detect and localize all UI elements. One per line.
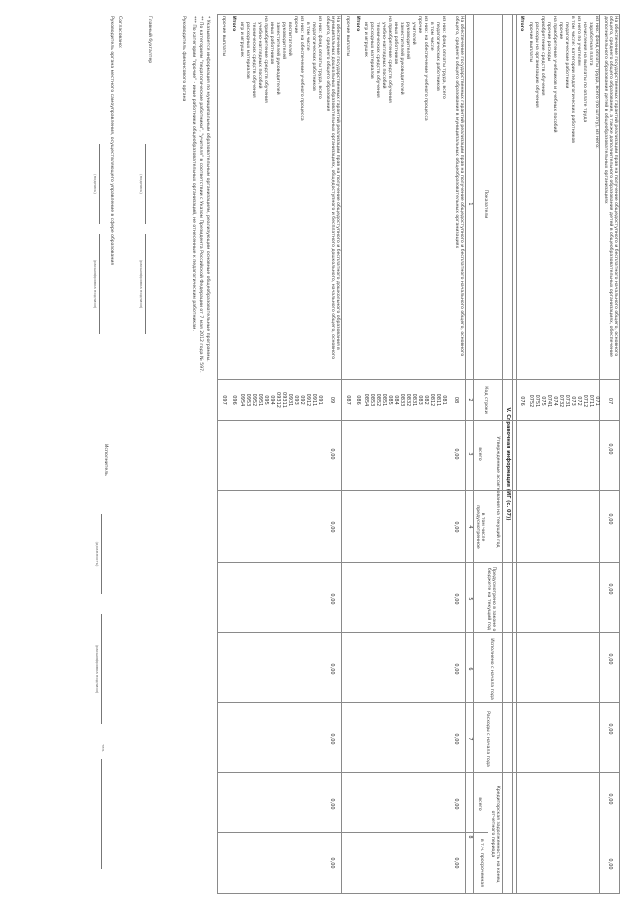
value-cell: 0,00 <box>453 663 459 675</box>
value-cell: 0,00 <box>329 448 335 460</box>
list-item: на приобретение учебников и учебных пособий <box>552 16 557 133</box>
value-cell: 0,00 <box>453 733 459 745</box>
block2-intro: На обеспечение государственных гарантий реализации прав на получение общедоступного и бесплатного дошкольного образования в муниципальных дошкольных образовательных организациях, общедоступного и бесплатного дошкольного, начального общего, основного общего, среднего общего образования <box>325 16 340 360</box>
head-of-education-label: Руководитель органа местного самоуправления, осуществляющего управление в сфере образования <box>109 16 114 266</box>
caption: (расшифровка подписи) <box>139 259 144 309</box>
value-cell: 0,00 <box>453 521 459 533</box>
value-cell: 0,00 <box>607 858 613 870</box>
list-item-code: 0931 <box>287 393 293 407</box>
header-total: всего <box>477 797 482 811</box>
list-item: прочие <box>558 22 563 40</box>
list-item-code: 0732 <box>558 394 564 408</box>
list-item-code: 072 <box>576 396 582 406</box>
list-item-code: 0953 <box>245 393 251 407</box>
list-item-code: 076 <box>519 396 525 406</box>
list-item-code: 095 <box>263 395 269 405</box>
list-item-code: 074 <box>552 396 558 406</box>
list-item-code: 097 <box>221 395 227 405</box>
caption: (подпись) <box>139 174 144 194</box>
list-item-code: 091 <box>317 395 323 405</box>
table-border-top <box>619 14 620 894</box>
value-cell: 0,00 <box>607 653 613 665</box>
list-item: учителей <box>411 22 416 45</box>
header-balance: Кредиторская задолженность на конец отчетного периода <box>490 785 500 883</box>
list-item: прочие <box>293 16 298 34</box>
list-item: из них: на обеспечение учебного процесса <box>299 16 304 121</box>
list-item-code: 071 <box>594 396 600 406</box>
list-item-code: 086 <box>355 395 361 405</box>
list-item: воспитателей <box>287 22 292 56</box>
list-item-code: 09311 <box>281 392 287 408</box>
list-item: в том числе <box>429 22 434 51</box>
grid-line <box>218 772 620 773</box>
list-item: заработная плата <box>588 22 593 66</box>
list-item: Итого <box>519 16 524 32</box>
list-item-code: 0741 <box>546 394 552 408</box>
table-border-bottom <box>217 14 218 894</box>
value-cell: 0,00 <box>329 857 335 869</box>
list-item-code: 0751 <box>534 394 540 408</box>
list-item: Итого <box>231 16 236 32</box>
header-prev: Предусмотрено в законе о бюджете на текущий год <box>486 566 496 632</box>
list-item: игр и игрушек <box>239 22 244 58</box>
caption: (расшифровка подписи) <box>95 644 100 694</box>
list-item-code: 0952 <box>251 393 257 407</box>
list-item: из них: фонд оплаты труда, всего <box>317 16 322 99</box>
agreed-label: Согласовано: <box>117 16 122 49</box>
footnote: * Указывается информация по муниципальным образовательным организациям, реализующим основные общеобразовательные программы. <box>205 16 210 362</box>
value-cell: 0,00 <box>453 448 459 460</box>
grid-line <box>218 832 488 833</box>
column-number: 6 <box>467 667 473 671</box>
list-item: расходных материалов <box>245 22 250 79</box>
value-cell: 0,00 <box>607 583 613 595</box>
column-number: 3 <box>467 452 473 456</box>
list-item: заместителей руководителей <box>399 22 404 95</box>
list-item: технических средств обучения <box>375 22 380 98</box>
list-item-code: 0951 <box>257 393 263 407</box>
list-item: учебно-наглядных пособий <box>257 22 262 89</box>
list-item-code: 083 <box>417 395 423 405</box>
list-item-code: 0711 <box>588 394 594 408</box>
list-item: из них: фонд оплаты труда, всего <box>441 16 446 99</box>
list-item-code: 094 <box>269 395 275 405</box>
grid-line <box>218 632 620 633</box>
list-item: педагогических работников <box>435 22 440 91</box>
list-item: прочие <box>417 16 422 34</box>
list-item: в том числе <box>305 22 310 51</box>
list-item: на приобретение средств обучения <box>263 16 268 103</box>
header-plan: Утвержденные ассигнования на текущий год <box>495 436 500 548</box>
value-cell: 0,00 <box>329 798 335 810</box>
list-item: Итого <box>355 16 360 32</box>
list-item-code: 085 <box>387 395 393 405</box>
section5-title: V. Справочная информация (ИГ (с. 07)) <box>505 407 511 521</box>
list-item: руководителей <box>405 22 410 60</box>
list-item-code: 0852 <box>375 393 381 407</box>
value-cell: 0,00 <box>607 723 613 735</box>
list-item-code: 096 <box>231 395 237 405</box>
list-item: из них: фонд оплаты труда, всего (по штату), из него: <box>594 16 599 149</box>
list-item-code: 0831 <box>411 393 417 407</box>
value-cell: 0,00 <box>453 857 459 869</box>
row-divider <box>599 14 600 894</box>
signature-line <box>99 144 100 224</box>
list-item: расходных материалов <box>369 22 374 79</box>
grid-line <box>218 562 620 563</box>
column-number: 2 <box>467 398 473 402</box>
list-item-code: 087 <box>345 395 351 405</box>
list-item-code: 0853 <box>369 393 375 407</box>
footnote: ** По категориям "педагогические работники", "учителя" в соответствии с Указом Президента Российской Федерации от 7 мая 2012 года № 597. <box>198 16 203 373</box>
list-item: приобретение средств обучения <box>540 16 545 96</box>
list-item: технических средств обучения <box>251 22 256 98</box>
list-item: прочие выплаты <box>221 16 226 57</box>
value-cell: 0,00 <box>607 443 613 455</box>
list-item-code: 0851 <box>381 393 387 407</box>
header-plan-incl: в том числе предусмотренное <box>475 505 485 549</box>
list-item-code: 0911 <box>311 393 317 407</box>
grid-line <box>218 379 620 380</box>
list-item-code: 093 <box>293 395 299 405</box>
list-item-code: 073 <box>570 396 576 406</box>
list-item-code: 0833 <box>399 393 405 407</box>
block2-code: 09 <box>329 396 335 404</box>
row-divider <box>465 14 466 894</box>
grid-line <box>218 14 620 15</box>
list-item-code: 0712 <box>582 394 588 408</box>
list-item: педагогических работников <box>311 22 316 91</box>
list-item: руководителей <box>281 22 286 60</box>
grid-line <box>218 702 620 703</box>
list-item: педагогические работники <box>564 22 569 89</box>
list-item: начисления на выплаты по оплате труда <box>582 22 587 123</box>
signature-line <box>101 614 102 724</box>
header-plan-total: всего <box>477 447 482 461</box>
signature-line <box>145 144 146 224</box>
list-item: прочие расходы <box>546 22 551 62</box>
value-cell: 0,00 <box>453 798 459 810</box>
signature-line <box>99 234 100 334</box>
header-overdue: в т.ч. просроченная <box>479 838 484 888</box>
list-item-code: 0812 <box>429 393 435 407</box>
list-item-code: 0854 <box>363 393 369 407</box>
grid-line <box>218 490 620 491</box>
signature-line <box>101 514 102 594</box>
row-divider <box>516 14 517 894</box>
column-number: 7 <box>467 737 473 741</box>
column-number: 5 <box>467 597 473 601</box>
chief-accountant-label: Главный бухгалтер <box>147 16 152 64</box>
list-item-code: 092 <box>299 395 305 405</box>
block1-code: 08 <box>453 396 459 404</box>
value-cell: 0,00 <box>329 593 335 605</box>
block1-intro: На обеспечение государственных гарантий реализации прав на получение общедоступного и бесплатного начального общего, основного общего, среднего общего образования в муниципальных общеобразовательных организациях <box>454 16 464 357</box>
phone-label: тел. <box>101 744 106 753</box>
list-item-code: 081 <box>441 395 447 405</box>
list-item-code: 0912 <box>305 393 311 407</box>
list-item: на приобретение средств обучения <box>387 16 392 103</box>
list-item: прочие выплаты <box>345 16 350 57</box>
list-item-code: 084 <box>393 395 399 405</box>
column-number: 4 <box>467 525 473 529</box>
list-item-code: 0954 <box>239 393 245 407</box>
header-code: Код строки <box>483 386 488 414</box>
list-item: прочие выплаты <box>528 22 533 63</box>
signature-line <box>145 234 146 334</box>
list-item: расходы на организацию обучения <box>534 22 539 108</box>
value-cell: 0,00 <box>607 513 613 525</box>
caption: (расшифровка подписи) <box>93 259 98 309</box>
column-number: 1 <box>467 202 473 206</box>
executor-label: Исполнитель <box>103 444 108 476</box>
row-divider <box>473 14 474 894</box>
caption: (подпись) <box>93 174 98 194</box>
list-item: иных работников <box>393 22 398 65</box>
value-cell: 0,00 <box>329 663 335 675</box>
header-expenses: Расходы с начала года <box>485 711 490 767</box>
column-number: 8 <box>467 835 473 839</box>
row-divider <box>502 14 503 894</box>
row-divider <box>341 14 342 894</box>
header-indicator: Показатели <box>483 189 488 219</box>
header-fact: Исполнено с начала года <box>489 638 494 700</box>
list-item: в том числе: категории педагогических работников <box>570 16 575 144</box>
list-item-code: 0752 <box>528 394 534 408</box>
value-cell: 0,00 <box>329 521 335 533</box>
value-cell: 0,00 <box>329 733 335 745</box>
list-item: учебно-наглядных пособий <box>381 22 386 89</box>
signature-line <box>101 759 102 869</box>
caption: (должность) <box>95 541 100 567</box>
list-item-code: 082 <box>423 395 429 405</box>
list-item: иных работников <box>269 22 274 65</box>
value-cell: 0,00 <box>607 793 613 805</box>
grid-line <box>218 893 620 894</box>
value-cell: 0,00 <box>453 593 459 605</box>
list-item-code: 0811 <box>435 393 441 407</box>
section1-intro: На обеспечение государственных гарантий реализации прав на получение общедоступного и бесплатного начального общего, основного общего, среднего общего образования, а также дополнительного образования детей в общеобразовательных организациях, обеспечение дополнительного образования детей в общеобразовательных организациях <box>603 16 618 357</box>
row-divider <box>512 14 513 894</box>
list-item: заместителей руководителей <box>275 22 280 95</box>
rotated-form-sheet <box>20 14 620 894</box>
list-item-code: 0832 <box>405 393 411 407</box>
grid-line <box>218 420 620 421</box>
list-item: игр и игрушек <box>363 22 368 58</box>
footnote: Руководитель финансового органа <box>181 16 186 102</box>
list-item: из него по учителям <box>576 16 581 66</box>
list-item-code: 075 <box>540 396 546 406</box>
list-item-code: 09312 <box>275 392 281 408</box>
list-item-code: 0731 <box>564 394 570 408</box>
footnote: *** По категории "прочие" - иные работники общеобразовательных организаций, не отнесенные к педагогическим работникам. <box>191 16 196 331</box>
section1-code: 07 <box>607 397 613 405</box>
list-item: из них: на обеспечение учебного процесса <box>423 16 428 121</box>
